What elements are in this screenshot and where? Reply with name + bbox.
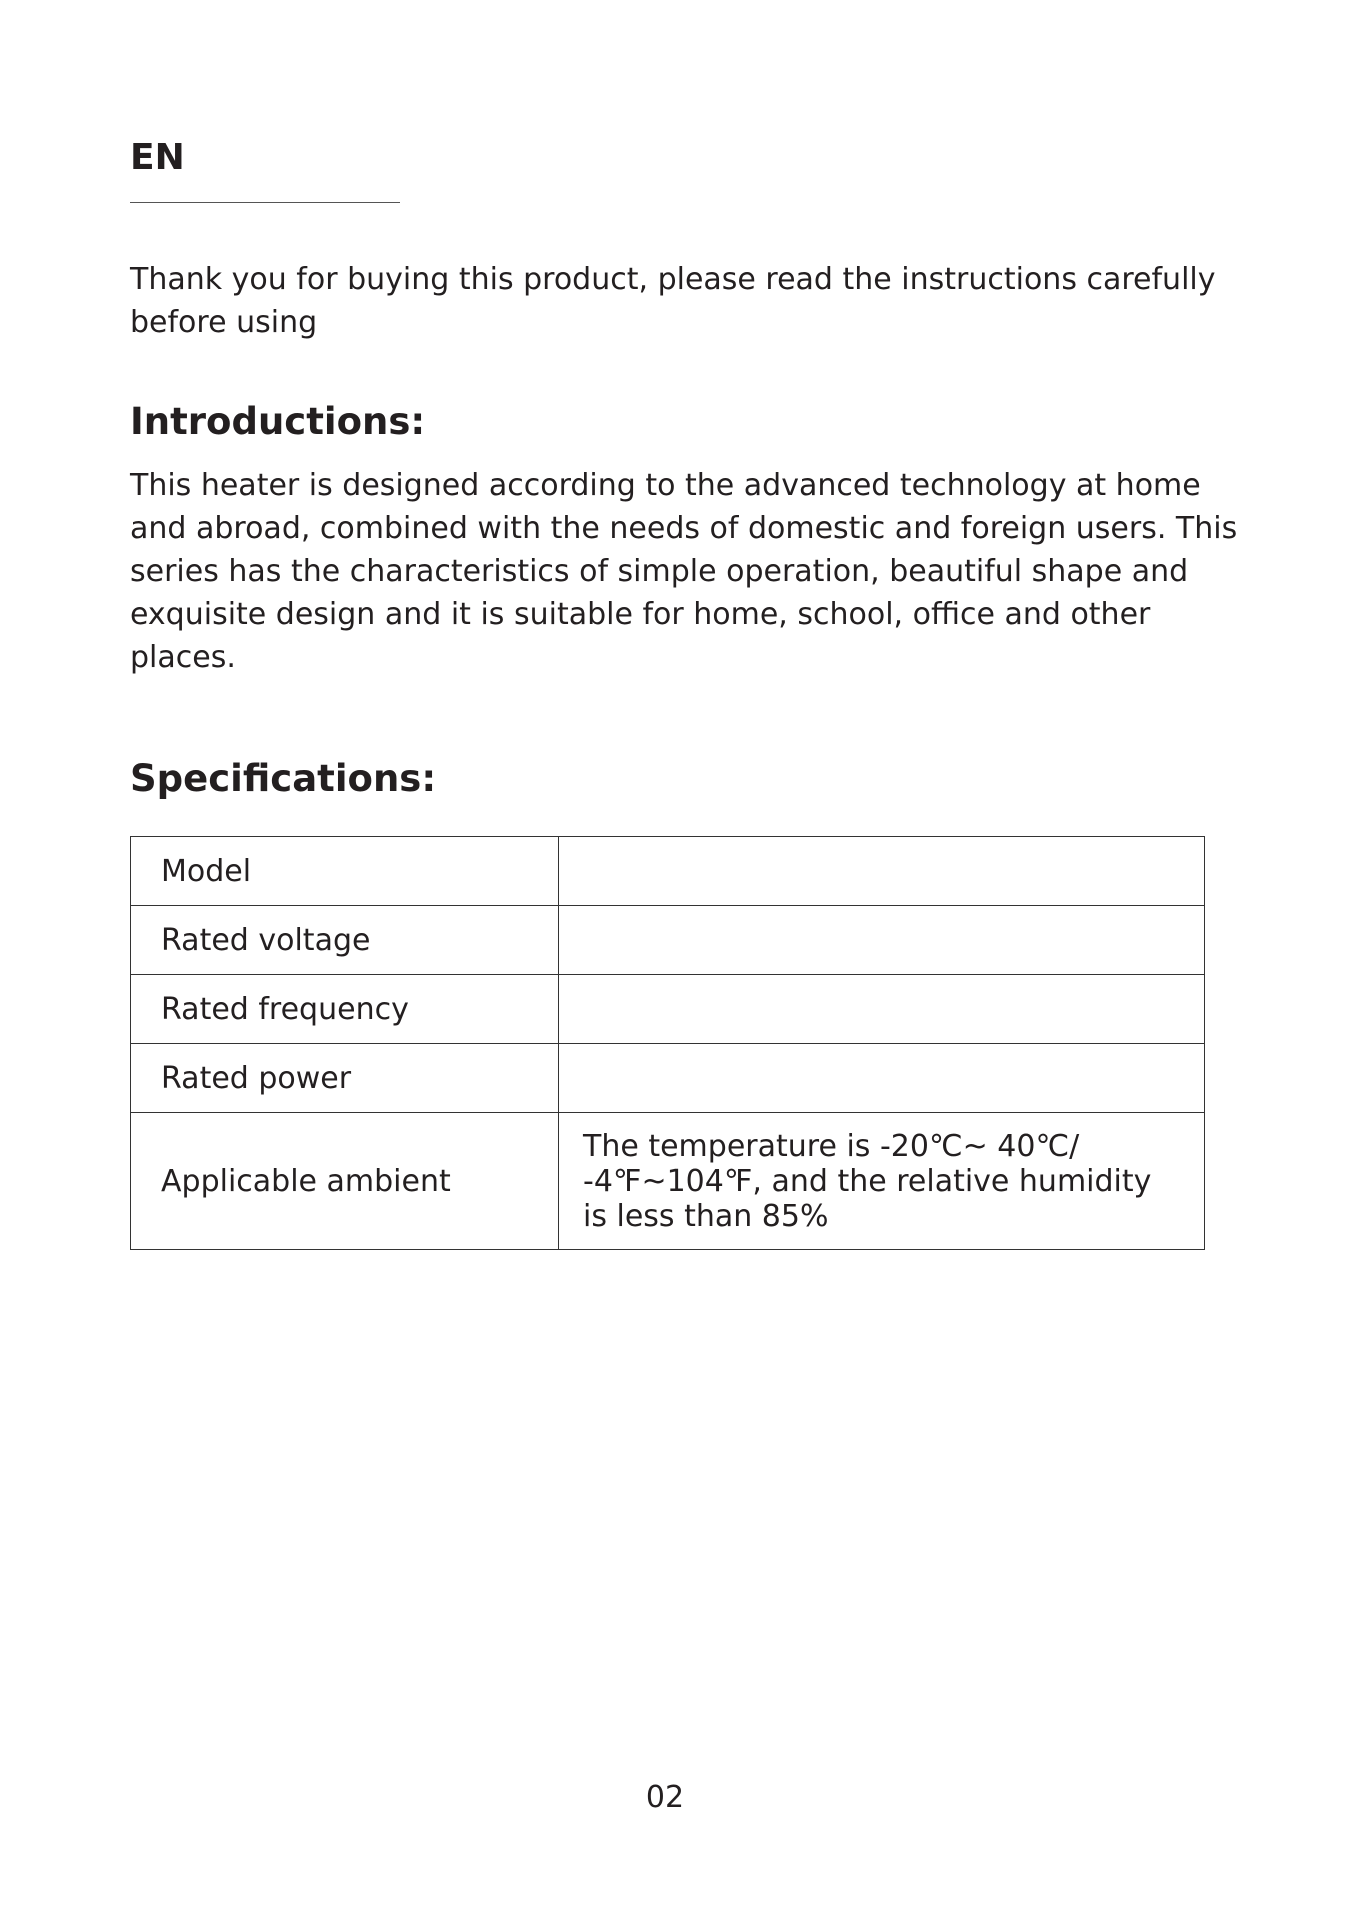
spec-row-model: [131, 837, 1205, 906]
specifications-heading: Specifications:: [130, 757, 437, 800]
spec-row-rated-frequency: [131, 975, 1205, 1044]
language-code: EN: [130, 137, 185, 178]
spec-value: [559, 837, 1205, 906]
thank-you-text: Thank you for buying this product, please read the instructions carefully before using: [130, 262, 1216, 340]
spec-label: Applicable ambient: [131, 1113, 559, 1250]
introductions-heading: Introductions:: [130, 400, 426, 443]
specifications-table: [130, 836, 1205, 1250]
spec-label: Model: [131, 837, 559, 906]
spec-label: Rated voltage: [131, 906, 559, 975]
spec-row-rated-power: [131, 1044, 1205, 1113]
language-underline: [130, 202, 400, 203]
introductions-body: This heater is designed according to the advanced technology at home and abroad, combined with the needs of domestic and foreign users. This series has the characteristics of simple operation, beautiful shape and exquisite design and it is suitable for home, school, office and other places.: [130, 468, 1238, 675]
spec-value: The temperature is -20℃~ 40℃/ -4℉~104℉, and the relative humidity is less than 85%: [559, 1113, 1205, 1250]
page-number: 02: [645, 1780, 685, 1815]
spec-label: Rated power: [131, 1044, 559, 1113]
spec-value: [559, 906, 1205, 975]
spec-label: Rated frequency: [131, 975, 559, 1044]
spec-row-rated-voltage: [131, 906, 1205, 975]
spec-value: [559, 1044, 1205, 1113]
spec-row-applicable-ambient: [131, 1113, 1205, 1250]
spec-value: [559, 975, 1205, 1044]
